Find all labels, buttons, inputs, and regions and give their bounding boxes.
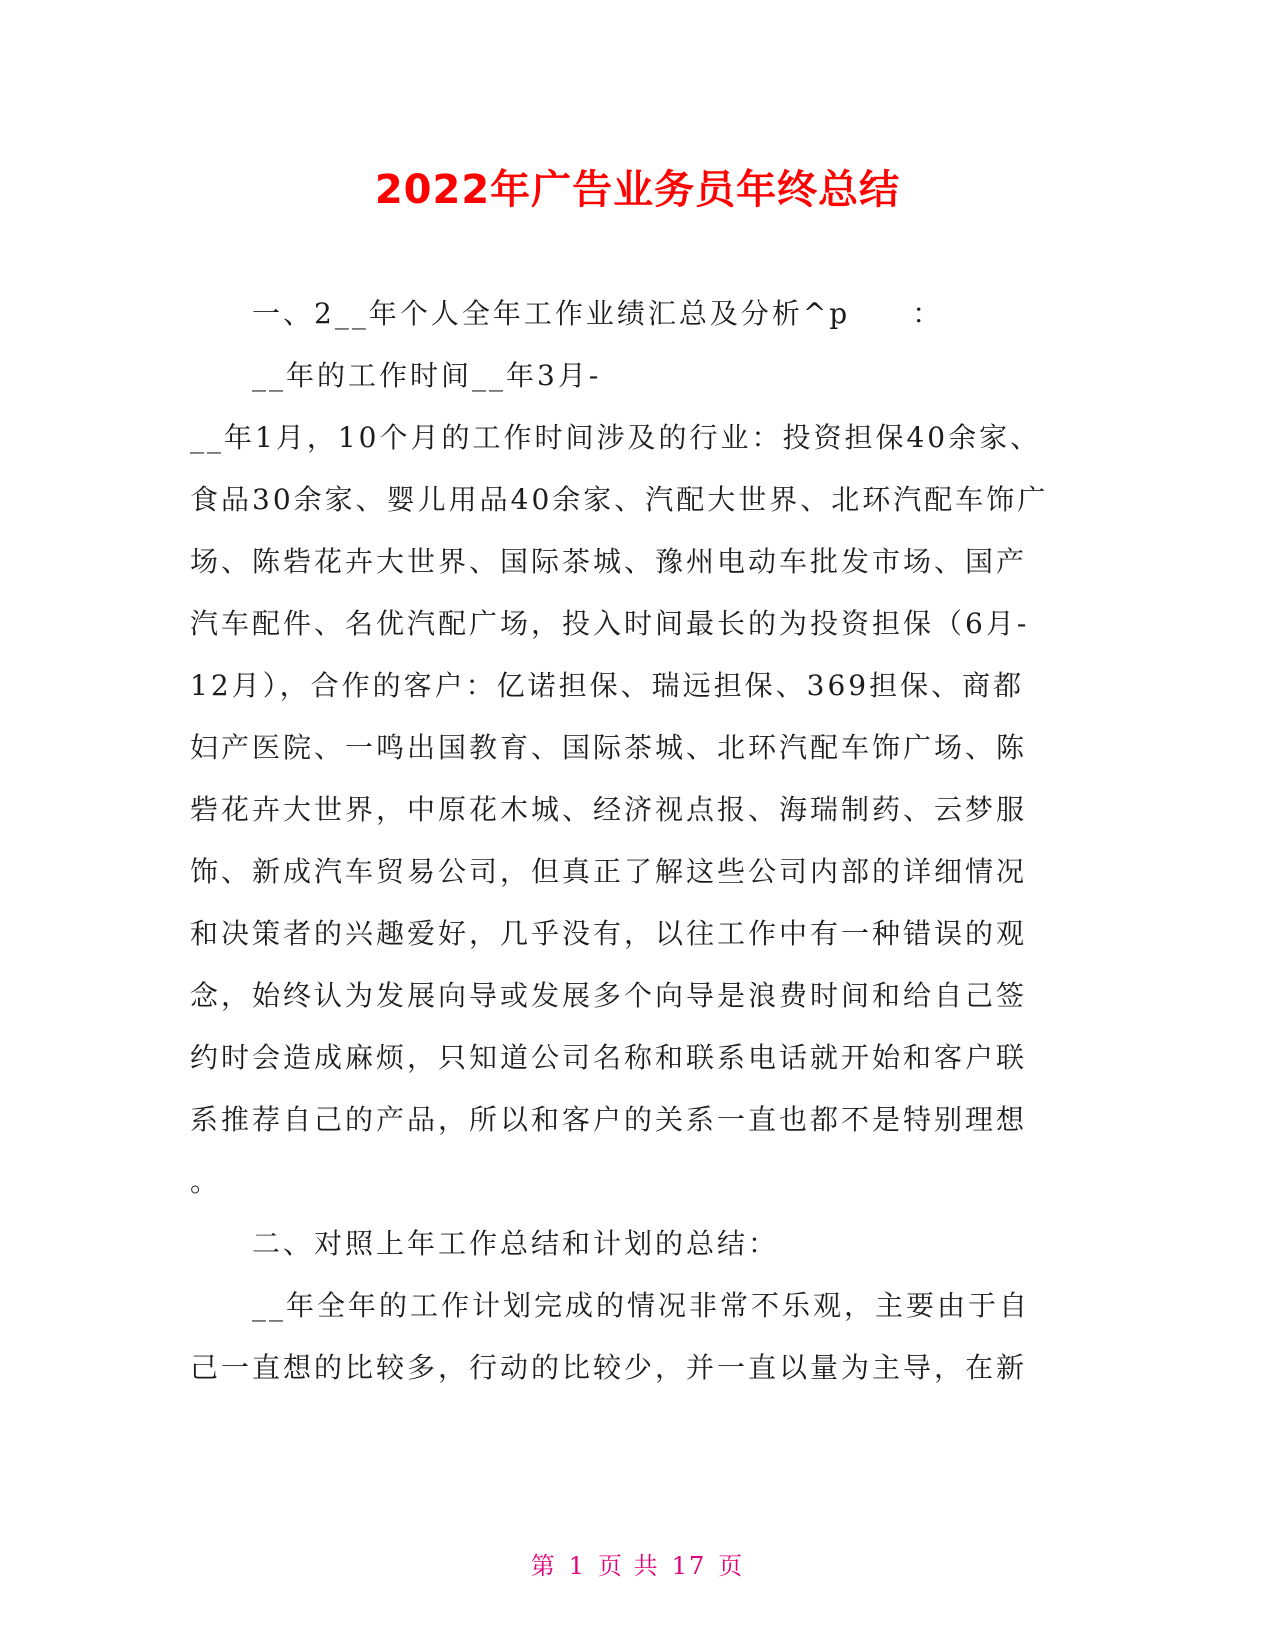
paragraph-line: __年全年的工作计划完成的情况非常不乐观，主要由于自 bbox=[252, 1289, 1031, 1322]
paragraph-line: 系推荐自己的产品，所以和客户的关系一直也都不是特别理想 bbox=[190, 1103, 1028, 1136]
paragraph-line: __年1月，10个月的工作时间涉及的行业：投资担保40余家、 bbox=[190, 421, 1042, 454]
paragraph-line: 和决策者的兴趣爱好，几乎没有，以往工作中有一种错误的观 bbox=[190, 917, 1028, 950]
footer-page-number: 1 bbox=[568, 1552, 587, 1580]
paragraph-line: 汽车配件、名优汽配广场，投入时间最长的为投资担保（6月- bbox=[190, 607, 1030, 640]
footer-suffix: 页 bbox=[718, 1552, 745, 1580]
paragraph-line: 食品30余家、婴儿用品40余家、汽配大世界、北环汽配车饰广 bbox=[190, 483, 1049, 516]
paragraph-line: 砦花卉大世界，中原花木城、经济视点报、海瑞制药、云梦服 bbox=[190, 793, 1028, 826]
footer-total-pages: 17 bbox=[671, 1552, 707, 1580]
paragraph-line: 。 bbox=[190, 1165, 222, 1198]
section-heading-2: 二、对照上年工作总结和计划的总结： bbox=[252, 1227, 780, 1260]
paragraph-line: 妇产医院、一鸣出国教育、国际茶城、北环汽配车饰广场、陈 bbox=[190, 731, 1028, 764]
paragraph-line: __年的工作时间__年3月- bbox=[252, 359, 602, 392]
document-body bbox=[190, 283, 1080, 1399]
footer-prefix: 第 bbox=[530, 1552, 557, 1580]
paragraph-line: 约时会造成麻烦，只知道公司名称和联系电话就开始和客户联 bbox=[190, 1041, 1028, 1074]
paragraph-line: 12月），合作的客户：亿诺担保、瑞远担保、369担保、商都 bbox=[190, 669, 1025, 702]
paragraph-line: 场、陈砦花卉大世界、国际茶城、豫州电动车批发市场、国产 bbox=[190, 545, 1028, 578]
footer-middle: 页 共 bbox=[598, 1552, 660, 1580]
page-footer bbox=[0, 1546, 1275, 1581]
paragraph-line: 念，始终认为发展向导或发展多个向导是浪费时间和给自己签 bbox=[190, 979, 1028, 1012]
paragraph-line: 饰、新成汽车贸易公司，但真正了解这些公司内部的详细情况 bbox=[190, 855, 1028, 888]
paragraph-line: 己一直想的比较多，行动的比较少，并一直以量为主导，在新 bbox=[190, 1351, 1028, 1384]
document-title: 2022年广告业务员年终总结 bbox=[374, 167, 901, 213]
section-heading-1: 一、2__年个人全年工作业绩汇总及分析^p ： bbox=[252, 297, 944, 330]
